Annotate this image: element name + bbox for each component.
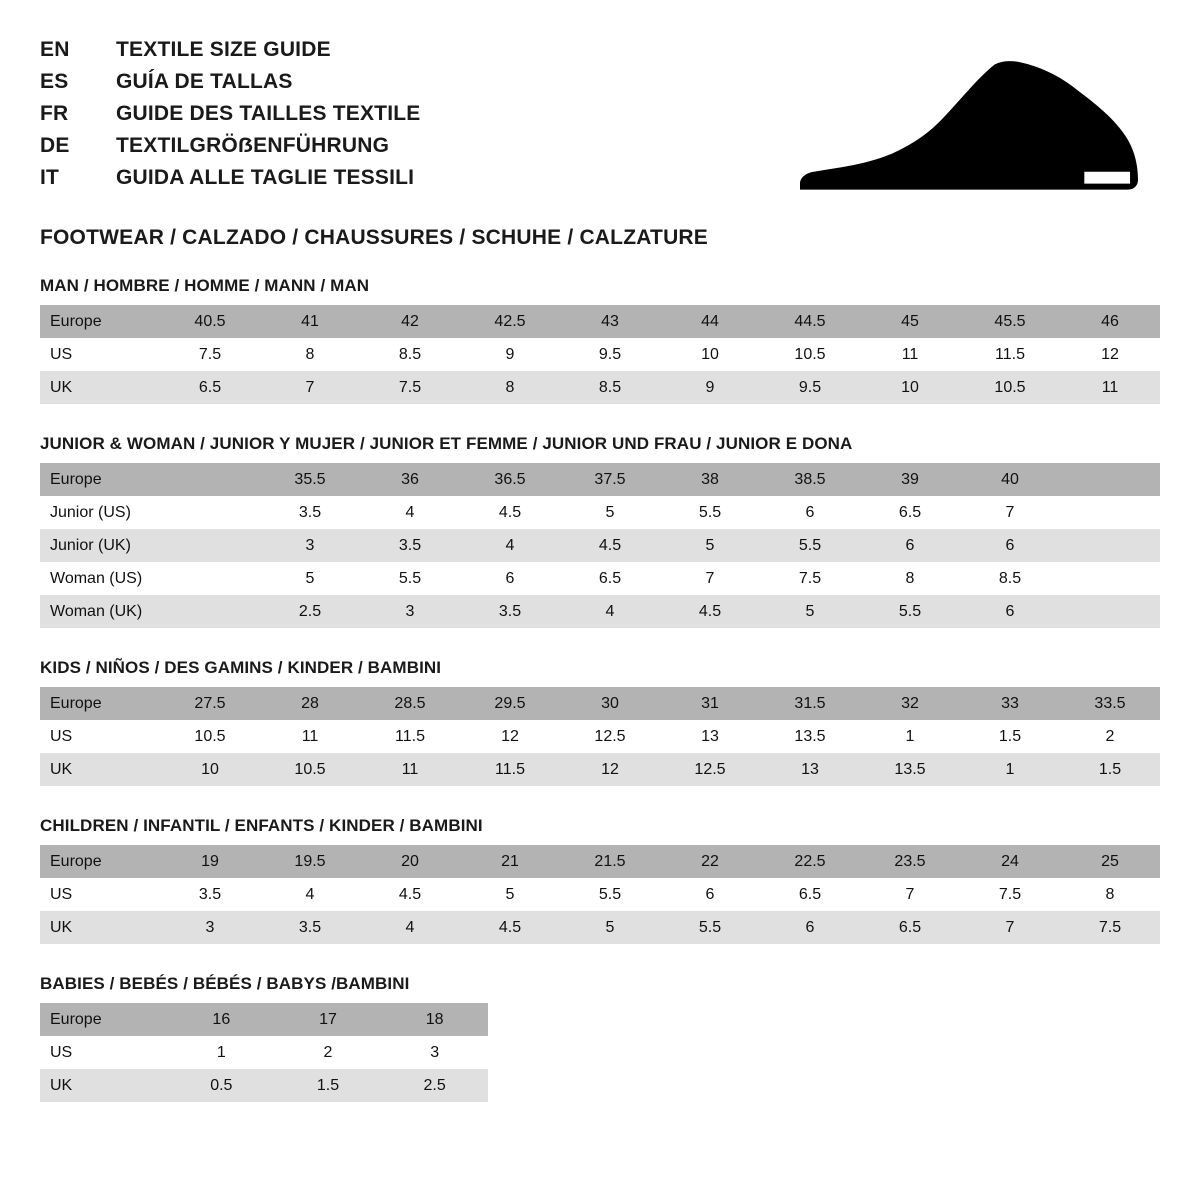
table-row [40,371,1160,404]
cell: 3.5 [260,911,360,944]
cell: 16 [168,1003,275,1036]
row-label: US [40,720,160,753]
language-row [40,166,420,198]
language-title: TEXTILE SIZE GUIDE [116,38,331,61]
cell: 11.5 [360,720,460,753]
cell: 7.5 [160,338,260,371]
cell: 6 [860,529,960,562]
cell: 13 [660,720,760,753]
cell: 4.5 [560,529,660,562]
cell: 9 [460,338,560,371]
cell: 1.5 [1060,753,1160,786]
cell: 10 [160,753,260,786]
language-title: GUIDA ALLE TAGLIE TESSILI [116,166,415,189]
section-title: MAN / HOMBRE / HOMME / MANN / MAN [40,276,370,295]
section-title: JUNIOR & WOMAN / JUNIOR Y MUJER / JUNIOR ET FEMME / JUNIOR UND FRAU / JUNIOR E DONA [40,434,853,453]
cell: 6 [760,911,860,944]
cell: 1.5 [275,1069,382,1102]
cell: 12.5 [660,753,760,786]
row-label: US [40,878,160,911]
cell [160,496,260,529]
cell: 6.5 [560,562,660,595]
section-title: KIDS / NIÑOS / DES GAMINS / KINDER / BAMBINI [40,658,442,677]
cell: 17 [275,1003,382,1036]
cell: 12 [1060,338,1160,371]
cell: 4.5 [460,911,560,944]
cell: 5 [560,496,660,529]
cell: 1 [168,1036,275,1069]
cell: 10.5 [960,371,1060,404]
table-row [40,1069,488,1102]
section-children [40,816,1160,944]
cell: 31.5 [760,687,860,720]
cell: 8.5 [560,371,660,404]
cell: 32 [860,687,960,720]
row-label: Europe [40,687,160,720]
cell: 3 [381,1036,488,1069]
cell: 23.5 [860,845,960,878]
cell: 28 [260,687,360,720]
cell [1060,595,1160,628]
cell: 33.5 [1060,687,1160,720]
cell: 7 [260,371,360,404]
cell: 39 [860,463,960,496]
cell: 11 [1060,371,1160,404]
cell: 44.5 [760,305,860,338]
cell: 9 [660,371,760,404]
row-label: UK [40,1069,168,1102]
footwear-heading: FOOTWEAR / CALZADO / CHAUSSURES / SCHUHE / CALZATURE [40,226,709,249]
table-row [40,305,1160,338]
cell: 40 [960,463,1060,496]
cell: 4 [460,529,560,562]
cell: 8.5 [960,562,1060,595]
cell: 2.5 [260,595,360,628]
cell: 3 [160,911,260,944]
cell: 9.5 [760,371,860,404]
cell: 28.5 [360,687,460,720]
size-table-man [40,305,1160,404]
cell: 37.5 [560,463,660,496]
cell: 11.5 [460,753,560,786]
cell: 7.5 [360,371,460,404]
size-table-junior-woman [40,463,1160,628]
cell: 5.5 [660,911,760,944]
row-label: US [40,338,160,371]
cell: 18 [381,1003,488,1036]
cell: 3.5 [160,878,260,911]
cell: 3.5 [460,595,560,628]
cell: 7.5 [1060,911,1160,944]
language-code: EN [40,38,70,61]
cell: 6.5 [160,371,260,404]
table-row [40,720,1160,753]
cell: 21 [460,845,560,878]
cell: 5 [660,529,760,562]
cell: 12 [560,753,660,786]
cell: 10.5 [260,753,360,786]
language-code: ES [40,70,69,93]
cell: 4.5 [460,496,560,529]
cell: 7 [660,562,760,595]
cell: 5.5 [360,562,460,595]
cell: 4.5 [660,595,760,628]
cell: 8 [260,338,360,371]
row-label: Europe [40,1003,168,1036]
cell [1060,496,1160,529]
cell: 8.5 [360,338,460,371]
cell: 4 [260,878,360,911]
cell: 5 [760,595,860,628]
table-row [40,562,1160,595]
cell: 10 [860,371,960,404]
cell: 30 [560,687,660,720]
cell: 20 [360,845,460,878]
cell: 44 [660,305,760,338]
cell: 7 [960,911,1060,944]
cell: 8 [1060,878,1160,911]
section-title: CHILDREN / INFANTIL / ENFANTS / KINDER / BAMBINI [40,816,483,835]
language-title: TEXTILGRÖẞENFÜHRUNG [116,134,390,157]
cell: 35.5 [260,463,360,496]
row-label: Junior (UK) [40,529,160,562]
shoe-illustration [800,34,1160,190]
language-row [40,70,420,102]
cell [160,595,260,628]
cell: 2 [1060,720,1160,753]
language-list [40,34,420,198]
cell: 38.5 [760,463,860,496]
table-row [40,463,1160,496]
cell [160,529,260,562]
cell: 10.5 [760,338,860,371]
cell: 4 [560,595,660,628]
page-header [40,34,1160,198]
language-title: GUÍA DE TALLAS [116,70,293,93]
cell: 1 [860,720,960,753]
cell: 41 [260,305,360,338]
cell: 5 [460,878,560,911]
dress-shoe-icon [800,60,1138,190]
table-row [40,496,1160,529]
table-row [40,845,1160,878]
cell: 2 [275,1036,382,1069]
cell: 3.5 [260,496,360,529]
cell: 24 [960,845,1060,878]
cell: 43 [560,305,660,338]
cell: 6 [760,496,860,529]
table-row [40,911,1160,944]
cell: 45 [860,305,960,338]
language-code: IT [40,166,60,189]
cell: 7 [860,878,960,911]
cell: 29.5 [460,687,560,720]
cell: 3.5 [360,529,460,562]
row-label: US [40,1036,168,1069]
cell: 5 [560,911,660,944]
cell: 19 [160,845,260,878]
size-table-babies [40,1003,488,1102]
cell: 7.5 [760,562,860,595]
row-label: Europe [40,305,160,338]
cell: 9.5 [560,338,660,371]
cell: 27.5 [160,687,260,720]
table-row [40,1003,488,1036]
cell [1060,463,1160,496]
cell: 4 [360,496,460,529]
cell: 13.5 [860,753,960,786]
cell: 1.5 [960,720,1060,753]
cell: 46 [1060,305,1160,338]
cell: 5.5 [660,496,760,529]
cell: 7.5 [960,878,1060,911]
cell: 8 [460,371,560,404]
cell: 22.5 [760,845,860,878]
cell: 42 [360,305,460,338]
cell: 5.5 [560,878,660,911]
cell [160,562,260,595]
cell: 6 [460,562,560,595]
cell: 38 [660,463,760,496]
cell: 6.5 [860,911,960,944]
cell: 7 [960,496,1060,529]
cell: 19.5 [260,845,360,878]
cell [160,463,260,496]
cell: 2.5 [381,1069,488,1102]
cell: 21.5 [560,845,660,878]
cell: 11 [260,720,360,753]
cell: 8 [860,562,960,595]
cell: 45.5 [960,305,1060,338]
section-title: BABIES / BEBÉS / BÉBÉS / BABYS /BAMBINI [40,974,410,993]
size-table-children [40,845,1160,944]
cell: 33 [960,687,1060,720]
cell: 11 [360,753,460,786]
cell [1060,529,1160,562]
cell: 6 [960,529,1060,562]
language-code: FR [40,102,69,125]
cell: 12.5 [560,720,660,753]
row-label: Europe [40,463,160,496]
table-row [40,687,1160,720]
cell: 1 [960,753,1060,786]
cell: 0.5 [168,1069,275,1102]
cell: 6.5 [760,878,860,911]
table-row [40,595,1160,628]
cell: 11.5 [960,338,1060,371]
cell: 13.5 [760,720,860,753]
cell: 36.5 [460,463,560,496]
table-row [40,878,1160,911]
cell: 22 [660,845,760,878]
cell: 13 [760,753,860,786]
cell: 40.5 [160,305,260,338]
row-label: UK [40,911,160,944]
row-label: Europe [40,845,160,878]
cell: 5 [260,562,360,595]
cell: 3 [260,529,360,562]
size-table-kids [40,687,1160,786]
cell: 4 [360,911,460,944]
cell: 6.5 [860,496,960,529]
cell: 31 [660,687,760,720]
cell: 4.5 [360,878,460,911]
cell: 11 [860,338,960,371]
language-code: DE [40,134,70,157]
table-row [40,338,1160,371]
section-junior-woman [40,434,1160,628]
row-label: Woman (UK) [40,595,160,628]
table-row [40,1036,488,1069]
cell: 42.5 [460,305,560,338]
section-babies [40,974,1160,1102]
cell: 25 [1060,845,1160,878]
table-row [40,753,1160,786]
language-title: GUIDE DES TAILLES TEXTILE [116,102,421,125]
cell: 6 [960,595,1060,628]
row-label: Woman (US) [40,562,160,595]
language-row [40,38,420,70]
table-row [40,529,1160,562]
cell: 5.5 [860,595,960,628]
cell [1060,562,1160,595]
cell: 10.5 [160,720,260,753]
cell: 10 [660,338,760,371]
section-kids [40,658,1160,786]
row-label: Junior (US) [40,496,160,529]
cell: 6 [660,878,760,911]
cell: 3 [360,595,460,628]
language-row [40,102,420,134]
cell: 12 [460,720,560,753]
row-label: UK [40,371,160,404]
row-label: UK [40,753,160,786]
cell: 5.5 [760,529,860,562]
cell: 36 [360,463,460,496]
language-row [40,134,420,166]
section-man [40,276,1160,404]
